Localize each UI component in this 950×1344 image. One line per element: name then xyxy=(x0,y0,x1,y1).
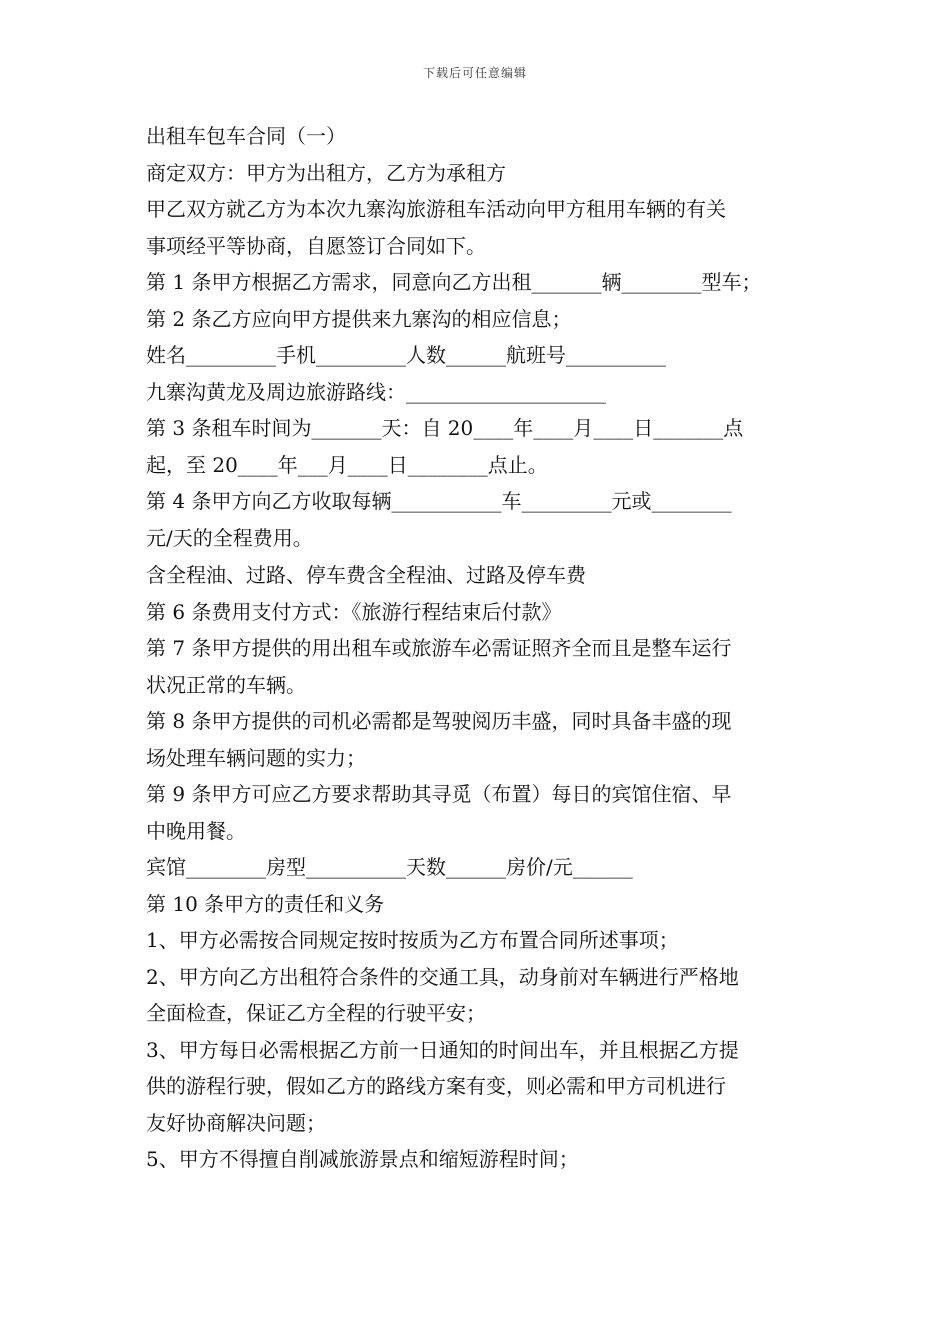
duty-3-line-1: 3、甲方每日必需根据乙方前一日通知的时间出车，并且根据乙方提 xyxy=(146,1037,739,1062)
article-7-line-2: 状况正常的车辆。 xyxy=(146,672,306,697)
article-10-heading: 第 10 条甲方的责任和义务 xyxy=(146,891,385,916)
fee-includes-line: 含全程油、过路、停车费含全程油、过路及停车费 xyxy=(146,563,586,587)
hotel-fields-line: 宾馆________房型__________天数______房价/元______ xyxy=(146,855,633,879)
duty-1: 1、甲方必需按合同规定按时按质为乙方布置合同所述事项； xyxy=(146,928,679,952)
article-4-line-2: 元/天的全程费用。 xyxy=(146,525,313,550)
parties-line: 商定双方：甲方为出租方，乙方为承租方 xyxy=(146,160,506,185)
article-2: 第 2 条乙方应向甲方提供来九寨沟的相应信息； xyxy=(146,306,572,331)
article-9-line-1: 第 9 条甲方可应乙方要求帮助其寻觅（布置）每日的宾馆住宿、早 xyxy=(146,782,732,806)
article-7-line-1: 第 7 条甲方提供的用出租车或旅游车必需证照齐全而且是整车运行 xyxy=(146,636,732,660)
article-6: 第 6 条费用支付方式：《旅游行程结束后付款》 xyxy=(146,599,562,624)
article-3-line-1: 第 3 条租车时间为_______天：自 20____年____月____日_______点 xyxy=(146,416,744,440)
duty-3-line-2: 供的游程行驶，假如乙方的路线方案有变，则必需和甲方司机进行 xyxy=(146,1074,726,1098)
article-4-line-1: 第 4 条甲方向乙方收取每辆___________车_________元或________ xyxy=(146,489,732,513)
preamble-line-2: 事项经平等协商，自愿签订合同如下。 xyxy=(146,233,486,258)
article-1: 第 1 条甲方根据乙方需求，同意向乙方出租_______辆________型车； xyxy=(146,270,762,294)
contract-title: 出租车包车合同（一） xyxy=(146,124,346,148)
route-line: 九寨沟黄龙及周边旅游路线：____________________ xyxy=(146,379,606,404)
article-9-line-2: 中晚用餐。 xyxy=(146,818,246,843)
header-note: 下载后可任意编辑 xyxy=(422,66,527,80)
duty-2-line-2: 全面检查，保证乙方全程的行驶平安； xyxy=(146,1001,486,1025)
info-fields-line: 姓名_________手机_________人数______航班号__________ xyxy=(146,343,666,367)
duty-5: 5、甲方不得擅自削减旅游景点和缩短游程时间； xyxy=(146,1147,579,1171)
article-8-line-1: 第 8 条甲方提供的司机必需都是驾驶阅历丰盛，同时具备丰盛的现 xyxy=(146,709,732,733)
duty-2-line-1: 2、甲方向乙方出租符合条件的交通工具，动身前对车辆进行严格地 xyxy=(146,964,739,989)
contract-body xyxy=(146,118,816,1178)
article-3-line-2: 起，至 20____年___月____日________点止。 xyxy=(146,452,548,477)
duty-3-line-3: 友好协商解决问题； xyxy=(146,1110,326,1135)
preamble-line-1: 甲乙双方就乙方为本次九寨沟旅游租车活动向甲方租用车辆的有关 xyxy=(146,197,726,221)
article-8-line-2: 场处理车辆问题的实力； xyxy=(146,745,366,770)
